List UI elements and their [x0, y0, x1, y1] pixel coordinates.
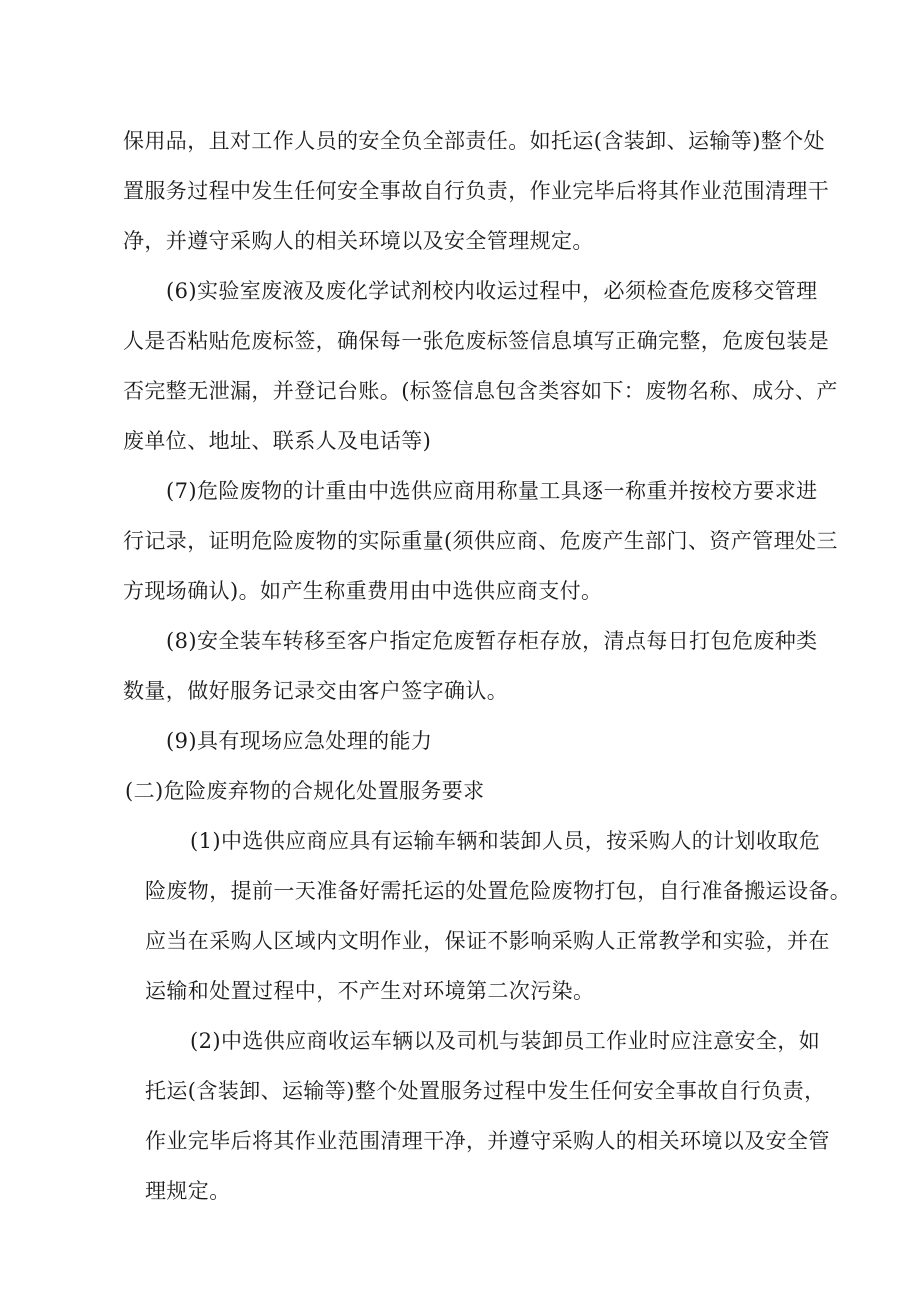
paragraph-line: 作业完毕后将其作业范围清理干净，并遵守采购人的相关环境以及安全管: [145, 1129, 830, 1153]
paragraph-line: 保用品，且对工作人员的安全负全部责任。如托运(含装卸、运输等)整个处: [123, 129, 825, 153]
paragraph-line: 否完整无泄漏，并登记台账。(标签信息包含类容如下：废物名称、成分、产: [123, 379, 838, 403]
paragraph-line: (9)具有现场应急处理的能力: [166, 729, 433, 753]
paragraph-line: 险废物，提前一天准备好需托运的处置危险废物打包，自行准备搬运设备。: [145, 879, 852, 903]
paragraph-line: 净，并遵守采购人的相关环境以及安全管理规定。: [123, 229, 594, 253]
paragraph-line: (6)实验室废液及废化学试剂校内收运过程中，必须检查危废移交管理: [166, 279, 818, 303]
paragraph-line: 运输和处置过程中，不产生对环境第二次污染。: [145, 979, 595, 1003]
paragraph-line: 理规定。: [145, 1179, 231, 1203]
paragraph-line: (8)安全装车转移至客户指定危废暂存柜存放，清点每日打包危废种类: [166, 629, 818, 653]
paragraph-line: (7)危险废物的计重由中选供应商用称量工具逐一称重并按校方要求进: [166, 479, 818, 503]
paragraph-line: 置服务过程中发生任何安全事故自行负责，作业完毕后将其作业范围清理干: [123, 179, 830, 203]
paragraph-line: (2)中选供应商收运车辆以及司机与装卸员工作业时应注意安全，如: [190, 1029, 821, 1053]
paragraph-line: 人是否粘贴危废标签，确保每一张危废标签信息填写正确完整，危废包装是: [123, 329, 830, 353]
paragraph-line: 数量，做好服务记录交由客户签字确认。: [123, 679, 509, 703]
paragraph-line: 方现场确认)。如产生称重费用由中选供应商支付。: [123, 579, 603, 603]
paragraph-line: 行记录，证明危险废物的实际重量(须供应商、危废产生部门、资产管理处三: [123, 529, 838, 553]
paragraph-line: (1)中选供应商应具有运输车辆和装卸人员，按采购人的计划收取危: [190, 829, 821, 853]
section-heading: (二)危险废弃物的合规化处置服务要求: [125, 779, 485, 803]
paragraph-line: 应当在采购人区域内文明作业，保证不影响采购人正常教学和实验，并在: [145, 929, 830, 953]
paragraph-line: 废单位、地址、联系人及电话等): [123, 429, 432, 453]
paragraph-line: 托运(含装卸、运输等)整个处置服务过程中发生任何安全事故自行负责，: [145, 1079, 826, 1103]
